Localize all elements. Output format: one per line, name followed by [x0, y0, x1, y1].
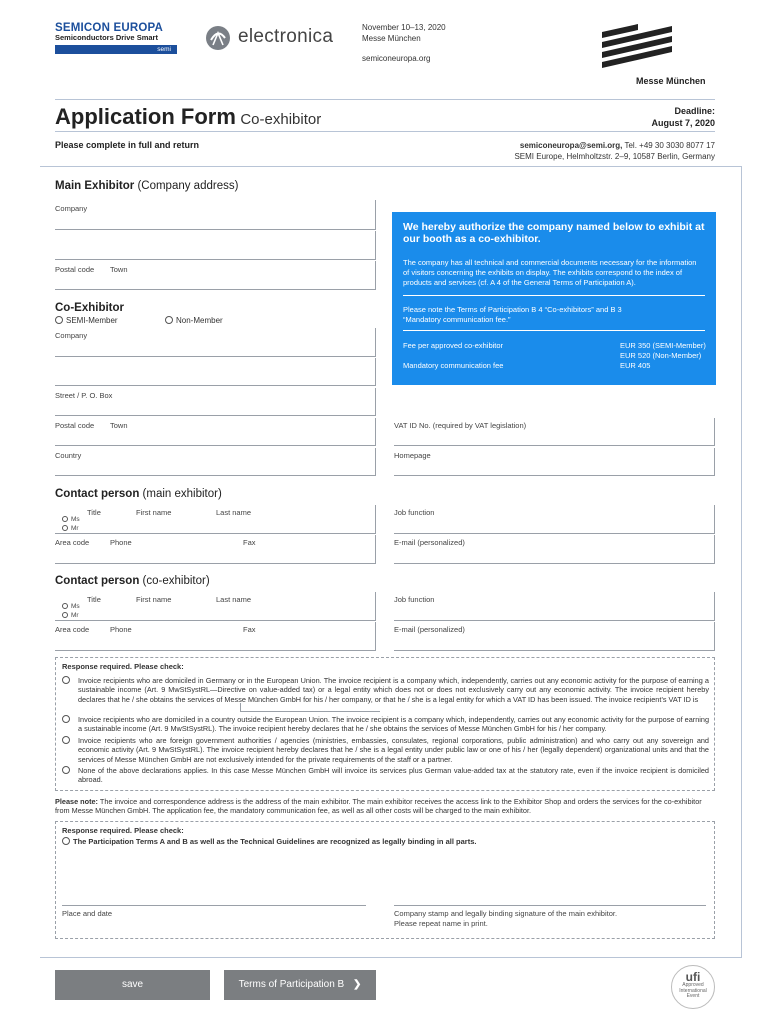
co-company-label: Company — [55, 331, 88, 340]
cc-phone-label: Phone — [110, 625, 132, 634]
ufi-text: ufi — [685, 970, 701, 984]
cm-email-label: E-mail (personalized) — [394, 538, 465, 547]
semicon-tagline: Semiconductors Drive Smart — [55, 33, 158, 42]
signature-label: Company stamp and legally binding signature of the main exhibitor. Please repeat name in print. — [394, 909, 618, 928]
terms-button[interactable]: Terms of Participation B ❯ — [224, 970, 376, 1000]
semi-member-radio[interactable] — [55, 316, 63, 324]
form-title: Application Form — [55, 104, 236, 129]
cm-job-label: Job function — [394, 508, 435, 517]
cm-email-field[interactable] — [394, 535, 714, 563]
cm-last-label: Last name — [216, 508, 252, 517]
semicon-logo — [55, 22, 177, 60]
invoice-opt1-text: Invoice recipients who are domiciled in Germany or in the European Union. The invoice recipient is a company which, independently, carries out any economic activity for the purpose of earning a sustainable income (Art. 9 MwStSystRL—Directive on value-added tax) or a legal entity which does not or does not exclusively carry out any economic activity. The invoice recipient hereby declares that he / she obtains the services of Messe München GmbH for his / her company, or that he / she is a legal entity for which a VAT ID has been issued. The invoice recipient’s VAT ID is — [78, 676, 709, 704]
authorization-text: The company has all technical and commercial documents necessary for the information of visitors concerning the exhibits on display. The exhibits correspond to the index of products and services (cf. A 4 of the General Terms of Participation A). — [403, 258, 697, 287]
co-exhibitor-heading: Co-Exhibitor — [55, 302, 124, 314]
messe-muenchen-logo — [598, 22, 716, 86]
main-company-field[interactable] — [55, 200, 376, 260]
authorization-box — [392, 212, 716, 385]
cc-area-label: Area code — [55, 625, 90, 634]
messe-logo-text: Messe München — [636, 76, 706, 86]
cm-area-label: Area code — [55, 538, 90, 547]
country-field[interactable] — [55, 448, 375, 476]
main-postal-field[interactable] — [55, 262, 375, 290]
cc-job-field[interactable] — [394, 592, 714, 620]
vat-label: VAT ID No. (required by VAT legislation) — [394, 421, 527, 430]
vat-field[interactable] — [394, 418, 714, 446]
cc-ms-option[interactable]: Ms — [62, 603, 80, 610]
street-field[interactable] — [55, 388, 375, 416]
non-member-radio[interactable] — [165, 316, 173, 324]
cc-email-field[interactable] — [394, 622, 714, 650]
chevron-right-icon: ❯ — [353, 979, 362, 990]
event-dates: November 10–13, 2020 — [362, 23, 446, 32]
terms-check-option[interactable]: The Participation Terms A and B as well as the Technical Guidelines are recognized as legally binding in all parts. — [62, 837, 476, 846]
semi-member-option[interactable]: SEMI-Member — [55, 316, 118, 325]
cc-name-field[interactable] — [55, 592, 375, 620]
cm-ms-option[interactable]: Ms — [62, 516, 80, 523]
cc-job-label: Job function — [394, 595, 435, 604]
invoice-opt4-text: None of the above declarations applies. In this case Messe München GmbH will invoice its services plus German value-added tax at the statutory rate, even if the invoice recipient is domiciled abroad. — [78, 766, 709, 785]
cc-email-label: E-mail (personalized) — [394, 625, 465, 634]
place-date-label: Place and date — [62, 909, 113, 918]
deadline-date: August 7, 2020 — [651, 118, 715, 128]
semi-badge: semi — [55, 45, 177, 54]
authorization-headline: We hereby authorize the company named below to exhibit at our booth as a co-exhibitor. — [403, 221, 705, 245]
deadline — [651, 105, 715, 129]
deadline-label: Deadline: — [674, 106, 715, 116]
cc-last-label: Last name — [216, 595, 252, 604]
main-town-label: Town — [110, 265, 128, 274]
vat-id-input[interactable] — [240, 703, 380, 712]
place-date-field[interactable] — [62, 880, 366, 906]
fee-values: EUR 350 (SEMI-Member) EUR 520 (Non-Member) EUR 405 — [620, 341, 706, 370]
co-town-label: Town — [110, 421, 128, 430]
invoice-opt3-text: Invoice recipients who are foreign government authorities / agencies (ministries, embassies, consulates, regional corporations, public administration) and who carry out any sovereign and economic activity (Art. 9 MwStSystRL). The invoice recipient hereby declares that he / she is a legal entity under public law or one of his / her (legally dependent) organizational units and that the services of Messe München GmbH are not exclusively intended for the private requirements of the staff or a partner. — [78, 736, 709, 764]
cm-phone-label: Phone — [110, 538, 132, 547]
ufi-logo: ufi Approved International Event — [671, 965, 715, 1009]
event-info — [362, 22, 446, 64]
invoice-opt2-text: Invoice recipients who are domiciled in a country outside the European Union. The invoice recipient is a company which, independently, carries out any economic activity for the purpose of earning a sustainable income (Art. 9 MwStSystRL). The invoice recipient hereby declares that he / she obtains the services of Messe München GmbH for his / her company. — [78, 715, 709, 734]
event-venue: Messe München — [362, 34, 421, 43]
comm-fee-label: Mandatory communication fee — [403, 361, 504, 370]
co-postal-field[interactable] — [55, 418, 375, 446]
contact-main-heading: Contact person (main exhibitor) — [55, 488, 222, 500]
country-label: Country — [55, 451, 82, 460]
invoice-opt2-radio[interactable] — [62, 715, 70, 723]
co-company-field[interactable] — [55, 328, 375, 386]
signature-field[interactable] — [394, 880, 706, 906]
cc-title-label: Title — [87, 595, 101, 604]
contact-co-heading: Contact person (co-exhibitor) — [55, 575, 210, 587]
co-postal-label: Postal code — [55, 421, 95, 430]
messe-logo-icon — [598, 22, 674, 72]
cc-first-label: First name — [136, 595, 172, 604]
cm-job-field[interactable] — [394, 505, 714, 533]
form-subtitle: Co-exhibitor — [240, 111, 322, 128]
electronica-wordmark: electronica — [238, 26, 334, 47]
instruction: Please complete in full and return — [55, 140, 200, 150]
contact-info — [514, 140, 715, 162]
fee-label: Fee per approved co-exhibitor — [403, 341, 504, 350]
cm-fax-label: Fax — [243, 538, 256, 547]
main-exhibitor-heading: Main Exhibitor (Company address) — [55, 180, 239, 192]
terms-note: Please note the Terms of Participation B 4 “Co-exhibitors” and B 3 “Mandatory communication fee.” — [403, 305, 622, 324]
electronica-icon — [204, 24, 232, 52]
cm-first-label: First name — [136, 508, 172, 517]
cm-title-label: Title — [87, 508, 101, 517]
cc-phone-field[interactable] — [55, 622, 375, 650]
invoice-response-heading: Response required. Please check: — [62, 662, 184, 671]
please-note: Please note: The invoice and correspondence address is the address of the main exhibitor. The main exhibitor receives the access link to the Exhibitor Shop and orders the services for the co-exhibitor from Messe München GmbH. The application fee, the mandatory communication fee, as well as all other costs will be charged to the main exhibitor. — [55, 797, 702, 816]
homepage-field[interactable] — [394, 448, 714, 476]
cm-phone-field[interactable] — [55, 535, 375, 563]
cm-mr-option[interactable]: Mr — [62, 525, 79, 532]
main-company-label: Company — [55, 204, 88, 213]
cc-mr-option[interactable]: Mr — [62, 612, 79, 619]
non-member-option[interactable]: Non-Member — [165, 316, 223, 325]
invoice-opt3-radio[interactable] — [62, 736, 70, 744]
comm-fee-value: EUR 405 — [620, 361, 651, 370]
invoice-opt4-radio[interactable] — [62, 766, 70, 774]
invoice-opt1-radio[interactable] — [62, 676, 70, 684]
terms-check-radio[interactable] — [62, 837, 70, 845]
page-title — [55, 104, 321, 130]
contact-address: SEMI Europe, Helmholtzstr. 2–9, 10587 Berlin, Germany — [514, 152, 715, 161]
semicon-brand: SEMICON EUROPA — [55, 22, 164, 34]
homepage-label: Homepage — [394, 451, 431, 460]
event-url[interactable]: semiconeuropa.org — [362, 54, 431, 63]
cm-name-field[interactable] — [55, 505, 375, 533]
save-button[interactable]: save — [55, 970, 210, 1000]
terms-response-heading: Response required. Please check: — [62, 826, 184, 835]
cc-fax-label: Fax — [243, 625, 256, 634]
contact-email[interactable]: semiconeuropa@semi.org, — [519, 141, 623, 150]
main-postal-label: Postal code — [55, 265, 95, 274]
street-label: Street / P. O. Box — [55, 391, 113, 400]
contact-tel: Tel. +49 30 3030 8077 17 — [624, 141, 715, 150]
